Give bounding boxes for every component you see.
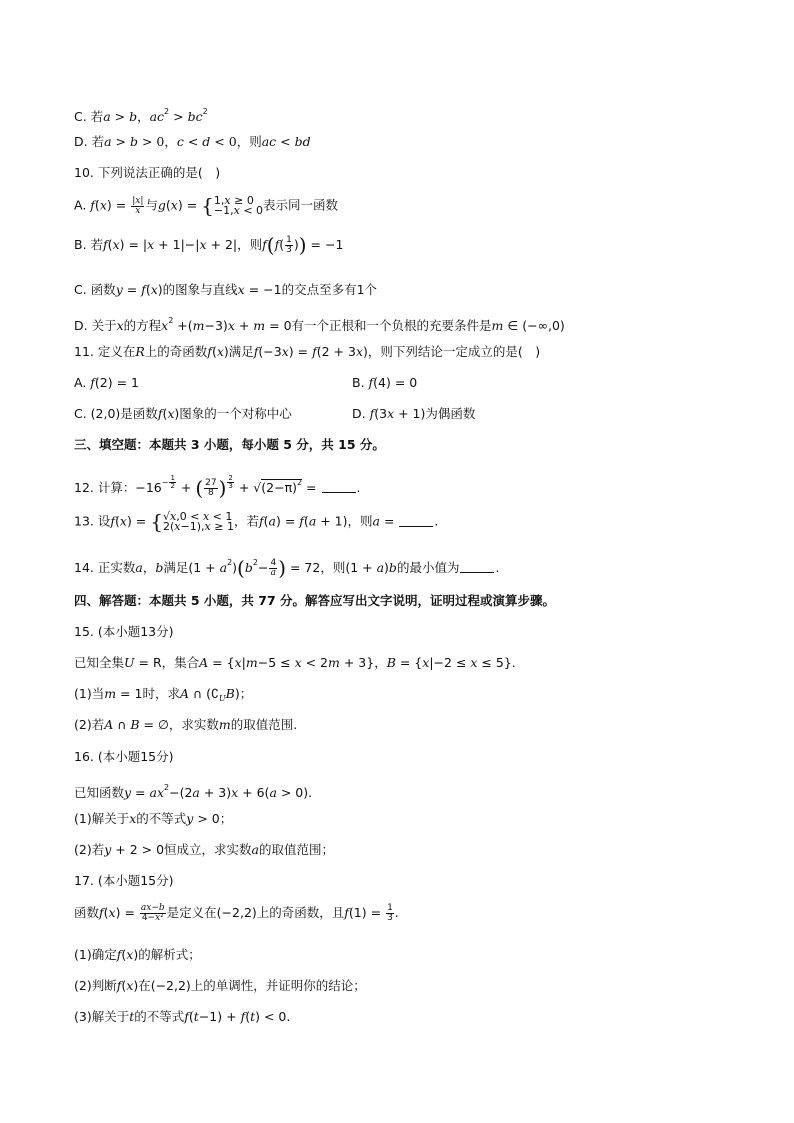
q11-option-a: A. f(2) = 1 (74, 375, 140, 390)
question-10: 10. 下列说法正确的是( ) (74, 165, 221, 180)
q11-option-c: C. (2,0)是函数f(x)图象的一个对称中心 (74, 406, 292, 421)
q15-part-1: (1)当m = 1时，求A ∩ $(∁_UB)$； (74, 686, 253, 703)
question-15: 15. (本小题13分) (74, 624, 174, 639)
q10-option-b: B. 若f(x) = |x + 1|−|x + 2|，则f(f( $\frac{1}{3}$ )) = −1 (74, 233, 344, 257)
q10-option-d: D. 关于x的方程$x^2 +(m-3)x + m = 0$有一个正根和一个负根的充要条件是m ∈ (−∞,0) (74, 316, 565, 333)
q10-option-a: A. f(x) = $\frac{|x|}{x}$ 与g(x) = {1,x ≥ 0 −1,x < 0表示同一函数 (74, 193, 339, 218)
q15-stem: 已知全集U = R，集合A = {x|m−5 ≤ x < 2m + 3}，B = {x|−2 ≤ x ≤ 5}. (74, 655, 516, 670)
q9-option-d: D. 若a > b > 0，c < d < 0，则ac < bd (74, 134, 311, 149)
q10-option-c: C. 函数y = f(x)的图象与直线x = −1的交点至多有1个 (74, 282, 378, 297)
q17-part-3: (3)解关于t的不等式f(t−1) + f(t) < 0. (74, 1009, 291, 1024)
section-3-heading: 三、填空题：本题共 3 小题，每小题 5 分，共 15 分。 (74, 437, 385, 452)
question-11: 11. 定义在R上的奇函数f(x)满足f(−3x) = f(2 + 3x)，则下列结论一定成立的是( ) (74, 344, 541, 359)
section-4-heading: 四、解答题：本题共 5 小题，共 77 分。解答应写出文字说明，证明过程或演算步骤。 (74, 593, 556, 608)
question-12: 12. 计算：$-16^{- \frac{1}{2}}$ + ( $\frac{27}{8}$ ) $^{\frac{2}{3}}$ + $√(2-\pi)^2$ = . (74, 474, 361, 500)
q11-option-d: D. f(3x + 1)为偶函数 (352, 406, 476, 421)
q16-part-2: (2)若y + 2 > 0恒成立，求实数a的取值范围； (74, 842, 334, 857)
question-13: 13. 设f(x) = {√x,0 < x < 1 2(x−1),x ≥ 1，若f(a) = f(a + 1)，则a = . (74, 509, 439, 534)
question-16: 16. (本小题15分) (74, 749, 174, 764)
q17-stem: 函数f(x) = $\frac{ax-b}{\text{4−x²}}$ 是定义在(−2,2)上的奇函数，且f(1) = $\frac{1}{3}$ . (74, 903, 399, 923)
q12-answer-blank[interactable] (322, 479, 356, 493)
q16-stem: 已知函数$y = ax^2-(2a + 3)x + 6(a > 0)$. (74, 783, 313, 800)
q13-answer-blank[interactable] (399, 513, 433, 527)
q9-option-c: C. 若a > b，$ac^2 > bc^2$ (74, 107, 208, 124)
q17-part-1: (1)确定f(x)的解析式； (74, 947, 201, 962)
q15-part-2: (2)若A ∩ B = ∅，求实数m的取值范围. (74, 717, 298, 732)
q16-part-1: (1)解关于x的不等式y > 0； (74, 811, 233, 826)
q11-option-b: B. f(4) = 0 (352, 375, 418, 390)
q14-answer-blank[interactable] (460, 559, 494, 573)
question-14: 14. 正实数a，b满足$(1 + a^2)(b^2-$ $\frac{4}{a}$ ) = 72，则(1 + a)b的最小值为 . (74, 556, 500, 580)
q17-part-2: (2)判断f(x)在(−2,2)上的单调性，并证明你的结论； (74, 978, 366, 993)
question-17: 17. (本小题15分) (74, 873, 174, 888)
